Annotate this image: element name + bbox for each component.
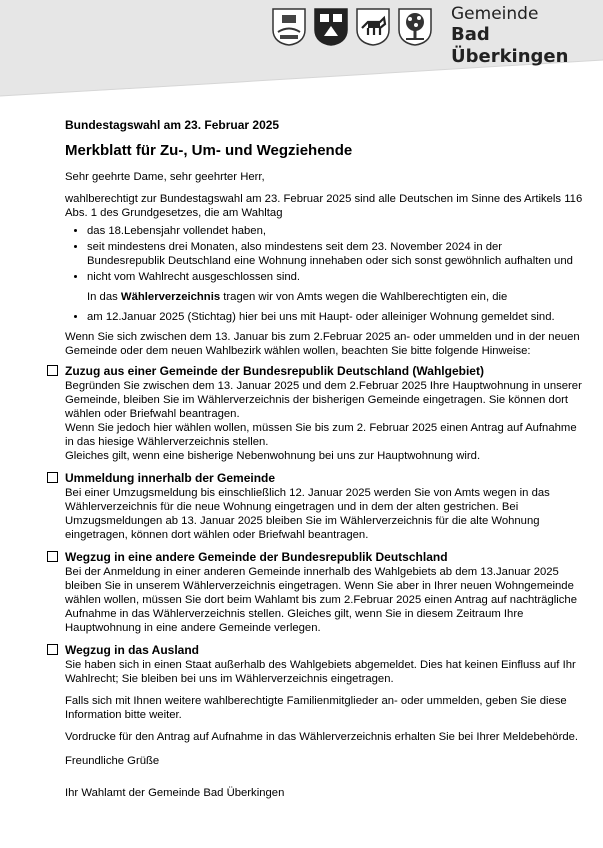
checkbox[interactable] (47, 644, 58, 655)
document-body (65, 118, 583, 808)
section-text: Sie haben sich in einen Staat außerhalb des Wahlgebiets abgemeldet. Dies hat keinen Einfluss auf Ihr Wahlrecht; Sie bleiben bei uns im Wählerverzeichnis eingetragen. (65, 659, 576, 685)
crest-4-icon (398, 8, 432, 46)
salutation: Sehr geehrte Dame, sehr geehrter Herr, (65, 171, 265, 183)
family-note: Falls sich mit Ihnen weitere wahlberechtigte Familienmitglieder an- oder ummelden, geben Sie diese Information bitte weiter. (65, 695, 567, 721)
org-line-2: Bad Überkingen (451, 24, 569, 67)
section-heading (65, 364, 583, 378)
crest-3-icon (356, 8, 390, 46)
greeting: Freundliche Grüße (65, 755, 160, 767)
section-wegzug-inland (65, 550, 583, 635)
intro-paragraph: wahlberechtigt zur Bundestagswahl am 23. Februar 2025 sind alle Deutschen im Sinne des Artikels 116 Abs. 1 des Grundgesetzes, die am Wahltag (65, 193, 583, 219)
section-ummeldung (65, 471, 583, 542)
section-text: Bei einer Umzugsmeldung bis einschließlich 12. Januar 2025 werden Sie von Amts wegen in das Wählerverzeichnis für die neue Wohnung eingetragen und in dem der alten gestrichen. Bei Umzugsmeldungen ab 13. Januar 2025 bleiben Sie im Wählerverzeichnis für die alte Wohnung eingetragen, können dort wählen oder Briefwahl beantragen. (65, 487, 550, 541)
crest-2-icon (314, 8, 348, 46)
move-note: Wenn Sie sich zwischen dem 13. Januar bis zum 2.Februar 2025 an- oder ummelden und in der neuen Gemeinde oder dem neuen Wahlbezirk wählen wollen, beachten Sie bitte folgende Hinweise: (65, 331, 580, 357)
forms-note: Vordrucke für den Antrag auf Aufnahme in das Wählerverzeichnis erhalten Sie bei Ihrer Meldebehörde. (65, 731, 579, 743)
section-text: Begründen Sie zwischen dem 13. Januar 2025 und dem 2.Februar 2025 Ihre Hauptwohnung in unserer Gemeinde, bleiben Sie im Wählerverzeichnis der bisherigen Gemeinde eingetragen. Sie können dort wählen oder Briefwahl beantragen. (65, 380, 582, 420)
checkbox[interactable] (47, 365, 58, 376)
section-text: Wenn Sie jedoch hier wählen wollen, müssen Sie bis zum 2. Februar 2025 einen Antrag auf Aufnahme in das hiesige Wählerverzeichnis stellen. (65, 422, 577, 448)
section-heading (65, 471, 583, 485)
condition-item: • das 18.Lebensjahr vollendet haben, (87, 224, 583, 238)
section-title: Ummeldung innerhalb der Gemeinde (65, 471, 276, 485)
section-heading (65, 643, 583, 657)
condition-item: • seit mindestens drei Monaten, also mindestens seit dem 23. November 2024 in der Bundesrepublik Deutschland eine Wohnung innehaben oder sich sonst gewöhnlich aufhalten und (87, 240, 583, 268)
section-title: Wegzug in eine andere Gemeinde der Bundesrepublik Deutschland (65, 550, 448, 564)
organization-name (451, 4, 603, 68)
checkbox[interactable] (47, 551, 58, 562)
register-bold: Wählerverzeichnis (120, 291, 221, 303)
election-title: Bundestagswahl am 23. Februar 2025 (65, 118, 280, 132)
section-heading (65, 550, 583, 564)
section-text: Bei der Anmeldung in einer anderen Gemeinde innerhalb des Wahlgebiets ab dem 13.Januar 2025 bleiben Sie in unserem Wählerverzeichnis eingetragen. Wenn Sie aber in Ihrer neuen Wohngemeinde wählen wollen, müssen Sie dort beim Wahlamt bis zum 2.Februar 2025 einen Antrag auf nachträgliche Aufnahme in das Wählerverzeichnis stellen. Gleiches gilt, wenn Sie in diesem Zeitraum Ihre Hauptwohnung in eine andere Gemeinde verlegen. (65, 566, 577, 634)
register-post: tragen wir von Amts wegen die Wahlberechtigten ein, die (220, 291, 508, 303)
signature: Ihr Wahlamt der Gemeinde Bad Überkingen (65, 787, 285, 799)
section-zuzug (65, 364, 583, 463)
main-title: Merkblatt für Zu-, Um- und Wegziehende (65, 142, 353, 159)
stichtag-list (65, 310, 583, 324)
register-pre: In das (87, 291, 121, 303)
condition-item: • nicht vom Wahlrecht ausgeschlossen sind. (87, 270, 583, 284)
section-wegzug-ausland (65, 643, 583, 686)
crest-1-icon (272, 8, 306, 46)
section-title: Wegzug in das Ausland (65, 643, 200, 657)
org-line-1: Gemeinde (451, 4, 539, 24)
section-text: Gleiches gilt, wenn eine bisherige Nebenwohnung bei uns zur Hauptwohnung wird. (65, 450, 481, 462)
register-paragraph (65, 290, 583, 304)
conditions-list (65, 224, 583, 284)
checkbox[interactable] (47, 472, 58, 483)
stichtag-item: • am 12.Januar 2025 (Stichtag) hier bei uns mit Haupt- oder alleiniger Wohnung gemeldet sind. (87, 310, 583, 324)
section-title: Zuzug aus einer Gemeinde der Bundesrepublik Deutschland (Wahlgebiet) (65, 364, 484, 378)
